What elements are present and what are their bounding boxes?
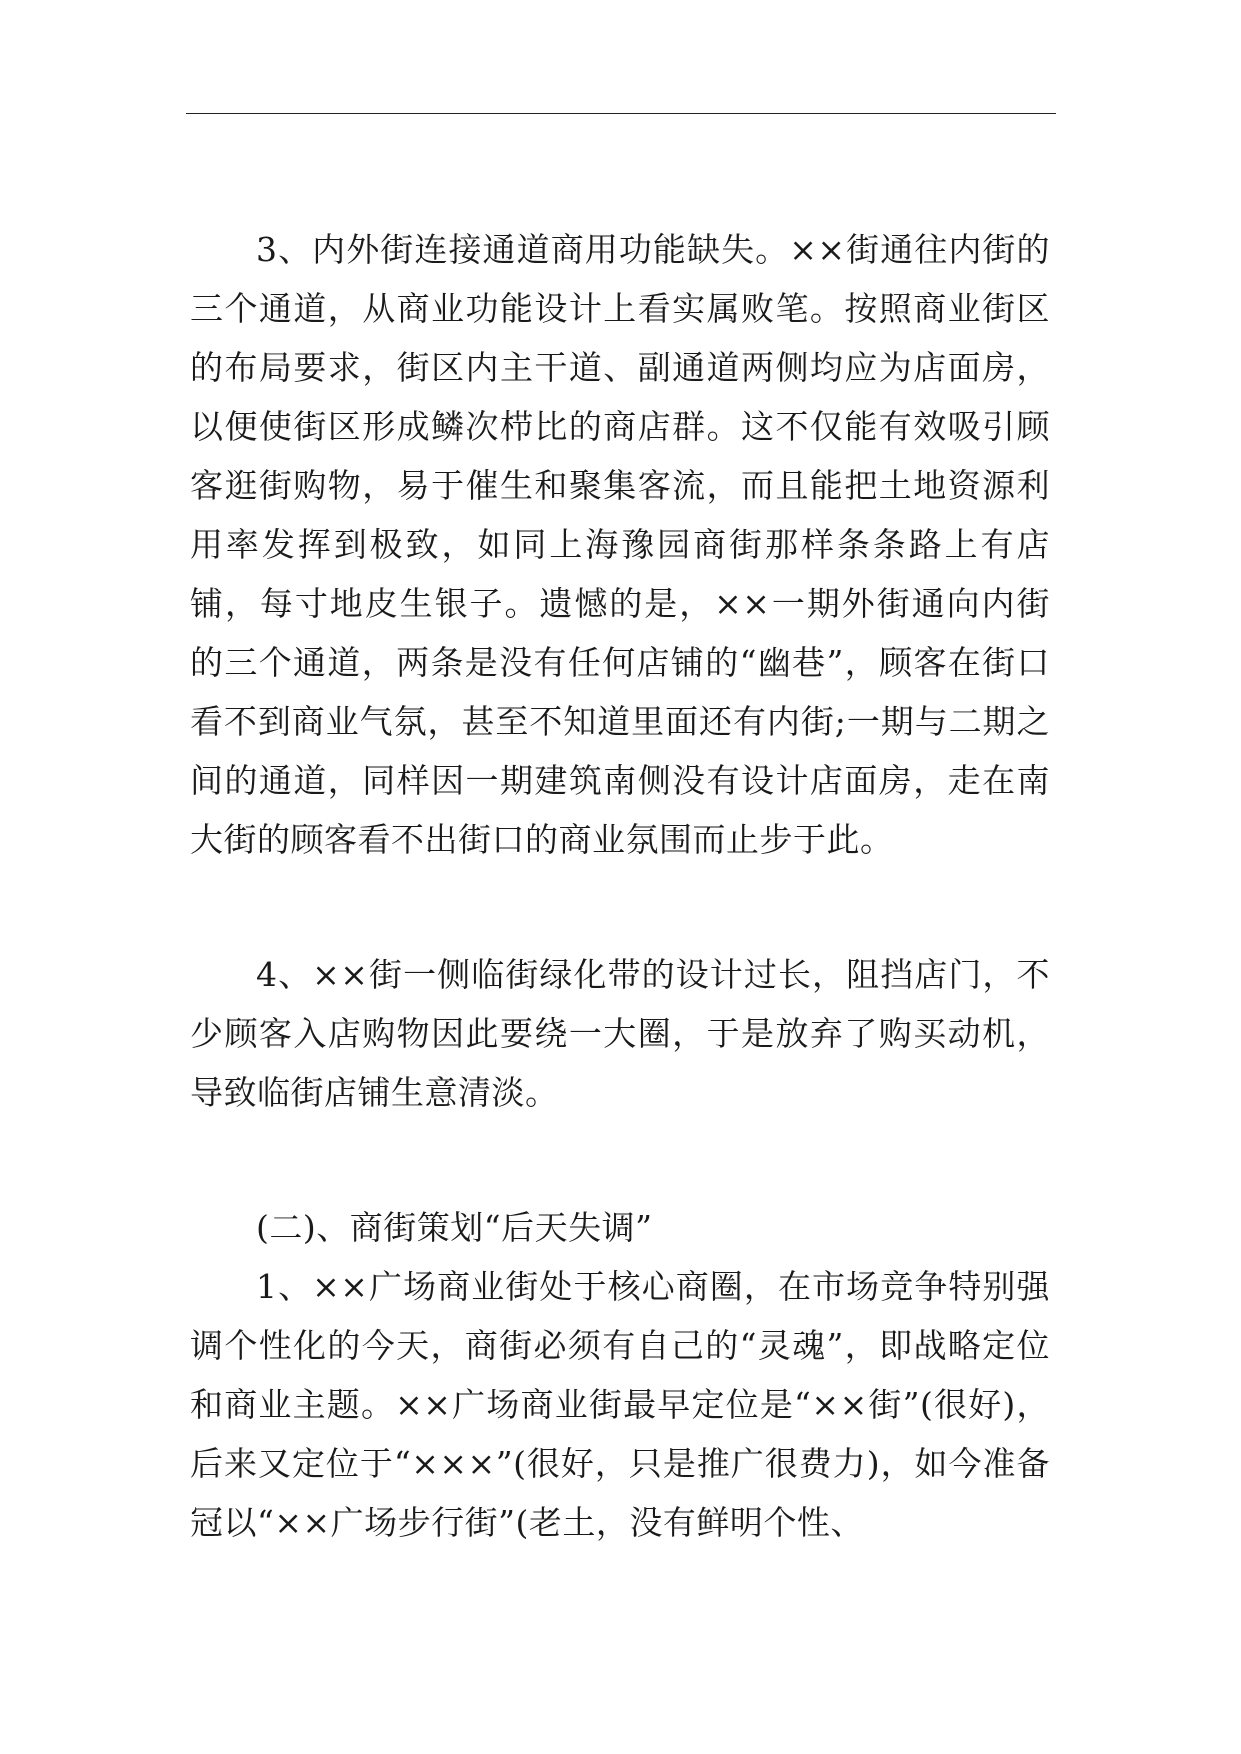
header-rule	[186, 113, 1056, 114]
paragraph-4: 4、××街一侧临街绿化带的设计过长，阻挡店门，不少顾客入店购物因此要绕一大圈，于是放弃了购买动机，导致临街店铺生意清淡。	[190, 955, 1050, 1112]
paragraph-3: 3、内外街连接通道商用功能缺失。××街通往内街的三个通道，从商业功能设计上看实属败笔。按照商业街区的布局要求，街区内主干道、副通道两侧均应为店面房，以便使街区形成鳞次栉比的商店群。这不仅能有效吸引顾客逛街购物，易于催生和聚集客流，而且能把土地资源利用率发挥到极致，如同上海豫园商街那样条条路上有店铺，每寸地皮生银子。遗憾的是，××一期外街通向内街的三个通道，两条是没有任何店铺的“幽巷”，顾客在街口看不到商业气氛，甚至不知道里面还有内街;一期与二期之间的通道，同样因一期建筑南侧没有设计店面房，走在南大街的顾客看不出街口的商业氛围而止步于此。	[190, 230, 1050, 859]
section-heading: (二)、商街策划“后天失调”	[256, 1208, 653, 1247]
document-body	[190, 220, 1050, 1552]
paragraph-1-section-2: 1、××广场商业街处于核心商圈，在市场竞争特别强调个性化的今天，商街必须有自己的“灵魂”，即战略定位和商业主题。××广场商业街最早定位是“××街”(很好)，后来又定位于“×××”(很好，只是推广很费力)，如今准备冠以“××广场步行街”(老土，没有鲜明个性、	[190, 1267, 1050, 1542]
